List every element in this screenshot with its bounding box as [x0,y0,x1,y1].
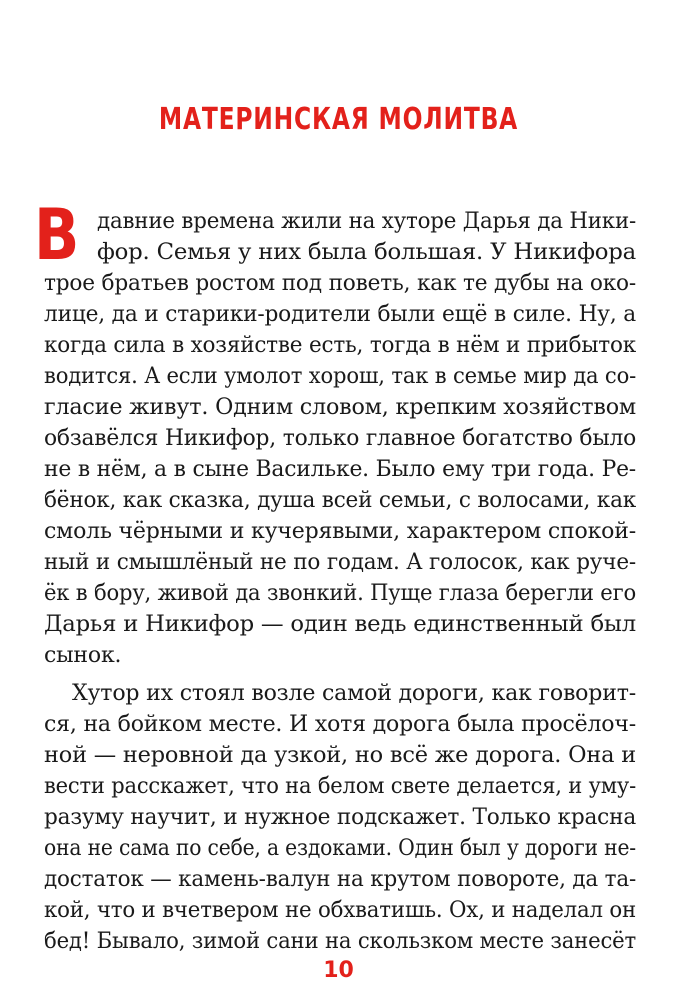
text-line: разуму научит, и нужное подскажет. Только красна [44,805,637,830]
page-number: 10 [323,958,354,983]
text-line: водится. А если умолот хорош, так в семье мир да со- [44,364,637,389]
text-line: бед! Бывало, зимой сани на скользком месте занесёт [44,929,637,954]
text-line: когда сила в хозяйстве есть, тогда в нём и прибыток [44,333,636,358]
text-line: гласие живут. Одним словом, крепким хозяйством [44,395,637,420]
text-line: фор. Семья у них была большая. У Никифора [97,240,636,265]
text-line: она не сама по себе, а ездоками. Один был у дороги не- [44,836,636,861]
text-line: давние времена жили на хуторе Дарья да Ники- [97,209,636,234]
chapter-title: МАТЕРИНСКАЯ МОЛИТВА [158,102,519,137]
text-line: ный и смышлёный не по годам. А голосок, как руче- [44,550,636,575]
text-line: лице, да и старики-родители были ещё в силе. Ну, а [44,302,637,327]
text-line: Хутор их стоял возле самой дороги, как говорит- [72,681,636,706]
drop-cap: В [34,194,80,276]
text-line: не в нём, а в сыне Васильке. Было ему три года. Ре- [44,457,636,482]
text-line: бёнок, как сказка, душа всей семьи, с волосами, как [44,488,636,513]
text-line: смоль чёрными и кучерявыми, характером спокой- [44,519,636,544]
text-line: обзавёлся Никифор, только главное богатство было [44,426,637,451]
text-line: достаток — камень-валун на крутом повороте, да та- [44,867,637,892]
text-line: кой, что и вчетвером не обхватишь. Ох, и наделал он [44,898,636,923]
text-line: трое братьев ростом под поветь, как те дубы на око- [44,271,636,296]
text-line: ёк в бору, живой да звонкий. Пуще глаза берегли его [44,581,636,606]
text-line: Дарья и Никифор — один ведь единственный был [44,612,636,637]
text-line: ной — неровной да узкой, но всё же дорога. Она и [44,743,636,768]
text-line: вести расскажет, что на белом свете делается, и уму- [44,774,637,799]
text-line: ся, на бойком месте. И хотя дорога была просёлоч- [44,712,636,737]
text-line: сынок. [44,643,122,668]
